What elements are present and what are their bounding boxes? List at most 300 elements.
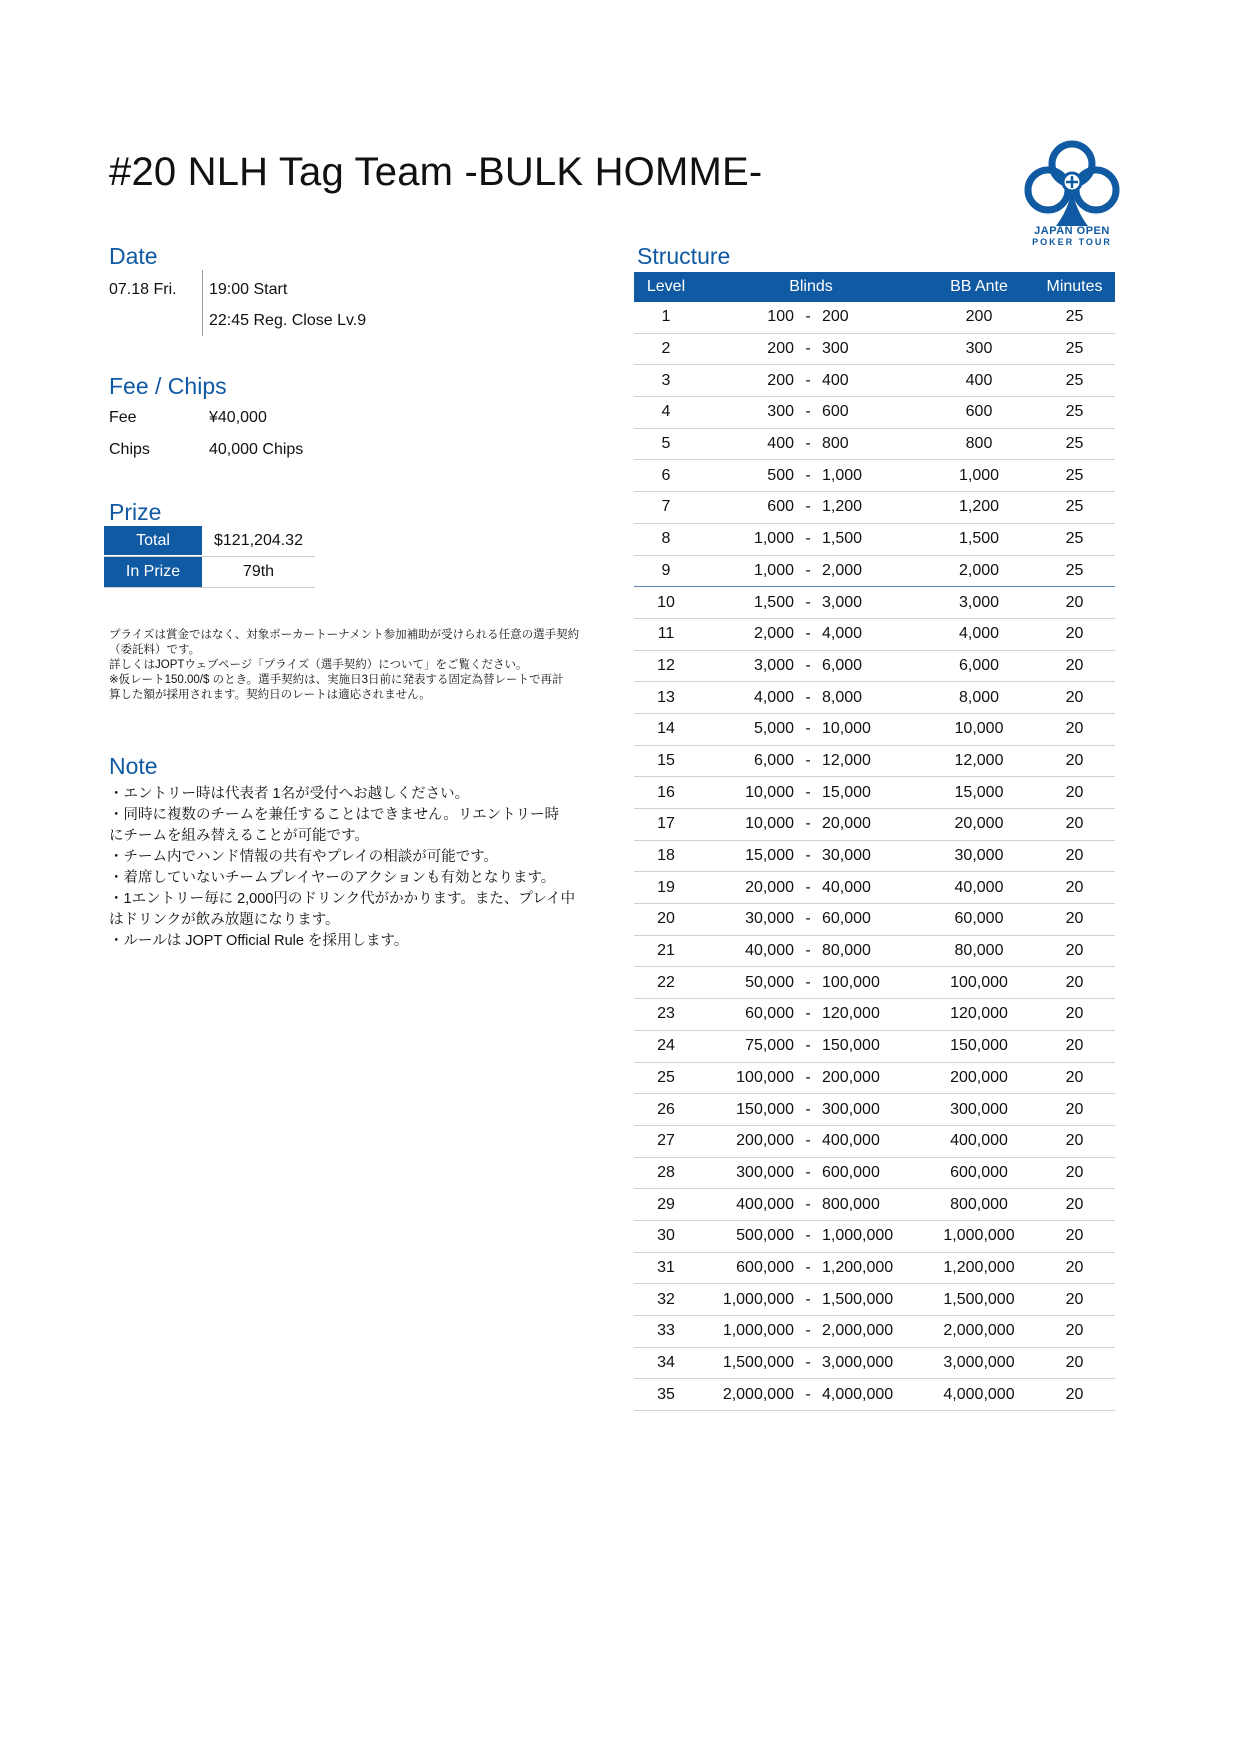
ante-cell: 4,000,000 xyxy=(943,1385,1015,1403)
structure-row xyxy=(634,334,1115,366)
structure-row xyxy=(634,1126,1115,1158)
structure-table xyxy=(634,272,1115,1411)
level-cell: 34 xyxy=(657,1354,675,1372)
blinds-separator: - xyxy=(805,1290,811,1308)
minutes-cell: 25 xyxy=(1065,371,1084,389)
prize-row-total xyxy=(104,526,315,557)
blinds-cell xyxy=(698,530,924,548)
level-cell: 7 xyxy=(661,498,671,516)
level-cell: 35 xyxy=(657,1385,675,1403)
level-cell: 30 xyxy=(657,1227,675,1245)
blinds-separator: - xyxy=(805,1163,811,1181)
structure-row xyxy=(634,651,1115,683)
level-cell: 15 xyxy=(657,751,675,769)
blinds-separator: - xyxy=(805,561,811,579)
structure-row xyxy=(634,967,1115,999)
blinds-cell xyxy=(698,720,924,738)
level-cell: 26 xyxy=(657,1100,675,1118)
structure-heading: Structure xyxy=(637,243,731,269)
note-line: ・エントリー時は代表者 1名が受付へお越しください。 xyxy=(109,786,470,802)
fee-label: Fee xyxy=(109,409,137,426)
level-cell: 10 xyxy=(657,593,675,611)
big-blind: 600 xyxy=(822,403,849,421)
small-blind: 100,000 xyxy=(736,1068,794,1086)
blinds-separator: - xyxy=(805,720,811,738)
ante-cell: 12,000 xyxy=(954,751,1004,769)
prize-disclaimer xyxy=(109,628,589,703)
big-blind: 8,000 xyxy=(822,688,863,706)
blinds-cell xyxy=(698,625,924,643)
small-blind: 200 xyxy=(767,340,794,358)
level-cell: 14 xyxy=(657,720,675,738)
big-blind: 300 xyxy=(822,340,849,358)
small-blind: 1,500,000 xyxy=(722,1354,794,1372)
ante-cell: 60,000 xyxy=(954,910,1004,928)
blinds-separator: - xyxy=(805,783,811,801)
blinds-cell xyxy=(698,974,924,992)
small-blind: 10,000 xyxy=(745,783,794,801)
chips-value: 40,000 Chips xyxy=(209,441,304,458)
blinds-separator: - xyxy=(805,1068,811,1086)
col-blinds-label: Blinds xyxy=(789,278,833,295)
prize-row-in-prize xyxy=(104,557,315,588)
big-blind: 20,000 xyxy=(822,815,871,833)
structure-row xyxy=(634,556,1115,588)
big-blind: 10,000 xyxy=(822,720,871,738)
big-blind: 30,000 xyxy=(822,847,871,865)
blinds-cell xyxy=(698,657,924,675)
big-blind: 1,500,000 xyxy=(822,1290,894,1308)
small-blind: 20,000 xyxy=(745,878,794,896)
big-blind: 60,000 xyxy=(822,910,871,928)
disclaimer-line: （委託料）です。 xyxy=(109,644,201,656)
big-blind: 15,000 xyxy=(822,783,871,801)
structure-row xyxy=(634,302,1115,334)
minutes-cell: 25 xyxy=(1065,466,1084,484)
blinds-separator: - xyxy=(805,498,811,516)
ante-cell: 30,000 xyxy=(954,847,1004,865)
prize-total-label: Total xyxy=(104,526,202,556)
ante-cell: 4,000 xyxy=(958,625,1000,643)
col-level-header: Level xyxy=(646,278,686,295)
level-cell: 1 xyxy=(661,308,671,326)
blinds-separator: - xyxy=(805,466,811,484)
structure-row xyxy=(634,1158,1115,1190)
blinds-cell xyxy=(698,1101,924,1119)
note-heading: Note xyxy=(109,753,158,779)
structure-row xyxy=(634,1031,1115,1063)
blinds-cell xyxy=(698,1005,924,1023)
level-cell: 27 xyxy=(657,1132,675,1150)
small-blind: 200,000 xyxy=(736,1132,794,1150)
blinds-separator: - xyxy=(805,1258,811,1276)
ante-cell: 8,000 xyxy=(958,688,1000,706)
ante-cell: 600,000 xyxy=(950,1163,1008,1181)
blinds-separator: - xyxy=(805,1100,811,1118)
blinds-cell xyxy=(698,847,924,865)
ante-cell: 800 xyxy=(965,435,993,453)
note-line: ・同時に複数のチームを兼任することはできません。リエントリー時 xyxy=(109,807,560,823)
blinds-separator: - xyxy=(805,1195,811,1213)
structure-body xyxy=(634,302,1115,1411)
ante-cell: 200,000 xyxy=(950,1068,1008,1086)
fee-heading: Fee / Chips xyxy=(109,373,227,399)
level-cell: 4 xyxy=(661,403,671,421)
structure-row xyxy=(634,1189,1115,1221)
small-blind: 1,000 xyxy=(753,561,794,579)
big-blind: 80,000 xyxy=(822,942,871,960)
prize-table xyxy=(104,526,315,588)
logo-line-2: POKER TOUR xyxy=(1032,237,1112,247)
structure-row xyxy=(634,1284,1115,1316)
small-blind: 1,000 xyxy=(753,530,794,548)
prize-total-value: $121,204.32 xyxy=(214,532,303,549)
ante-cell: 1,000 xyxy=(958,466,1000,484)
level-cell: 6 xyxy=(661,466,671,484)
level-cell: 32 xyxy=(657,1290,675,1308)
structure-row xyxy=(634,460,1115,492)
blinds-cell xyxy=(698,467,924,485)
ante-cell: 400,000 xyxy=(950,1132,1008,1150)
small-blind: 50,000 xyxy=(745,973,794,991)
big-blind: 1,200,000 xyxy=(822,1258,894,1276)
level-cell: 9 xyxy=(661,561,671,579)
big-blind: 800 xyxy=(822,435,849,453)
disclaimer-line: ※仮レート150.00/$ のとき。選手契約は、実施日3日前に発表する固定為替レートで再計 xyxy=(109,674,564,686)
blinds-cell xyxy=(698,689,924,707)
ante-cell: 300,000 xyxy=(950,1100,1008,1118)
blinds-cell xyxy=(698,562,924,580)
minutes-cell: 25 xyxy=(1065,561,1084,579)
disclaimer-line: プライズは賞金ではなく、対象ポーカートーナメント参加補助が受けられる任意の選手契約 xyxy=(109,629,580,641)
big-blind: 3,000,000 xyxy=(822,1354,894,1372)
note-line: ・1エントリー毎に 2,000円のドリンク代がかかります。また、プレイ中 xyxy=(109,891,576,907)
small-blind: 600,000 xyxy=(736,1258,794,1276)
blinds-separator: - xyxy=(805,1385,811,1403)
minutes-cell: 20 xyxy=(1065,1163,1084,1181)
logo-wordmark xyxy=(1012,226,1132,248)
structure-row xyxy=(634,746,1115,778)
blinds-separator: - xyxy=(805,308,811,326)
small-blind: 3,000 xyxy=(753,656,794,674)
minutes-cell: 20 xyxy=(1065,1068,1084,1086)
big-blind: 3,000 xyxy=(822,593,863,611)
minutes-cell: 20 xyxy=(1065,625,1084,643)
structure-row xyxy=(634,397,1115,429)
big-blind: 150,000 xyxy=(822,1037,880,1055)
level-cell: 29 xyxy=(657,1195,675,1213)
note-line: はドリンクが飲み放題になります。 xyxy=(109,912,340,928)
blinds-cell xyxy=(698,1069,924,1087)
ante-cell: 300 xyxy=(965,340,993,358)
big-blind: 120,000 xyxy=(822,1005,880,1023)
minutes-cell: 20 xyxy=(1065,783,1084,801)
date-start: 19:00 Start xyxy=(209,281,288,298)
minutes-cell: 20 xyxy=(1065,1132,1084,1150)
ante-cell: 400 xyxy=(965,371,993,389)
minutes-cell: 20 xyxy=(1065,1037,1084,1055)
minutes-cell: 20 xyxy=(1065,720,1084,738)
big-blind: 6,000 xyxy=(822,656,863,674)
blinds-separator: - xyxy=(805,942,811,960)
ante-cell: 1,500 xyxy=(958,530,1000,548)
blinds-cell xyxy=(698,1132,924,1150)
blinds-separator: - xyxy=(805,847,811,865)
blinds-separator: - xyxy=(805,403,811,421)
note-line: ・着席していないチームプレイヤーのアクションも有効となります。 xyxy=(109,870,556,886)
small-blind: 200 xyxy=(767,371,794,389)
blinds-separator: - xyxy=(805,435,811,453)
level-cell: 18 xyxy=(657,847,675,865)
small-blind: 400,000 xyxy=(736,1195,794,1213)
big-blind: 12,000 xyxy=(822,751,871,769)
ante-cell: 80,000 xyxy=(954,942,1004,960)
blinds-separator: - xyxy=(805,973,811,991)
big-blind: 300,000 xyxy=(822,1100,880,1118)
ante-cell: 100,000 xyxy=(950,973,1008,991)
minutes-cell: 20 xyxy=(1065,1227,1084,1245)
minutes-cell: 25 xyxy=(1065,340,1084,358)
blinds-cell xyxy=(698,910,924,928)
level-cell: 33 xyxy=(657,1322,675,1340)
blinds-separator: - xyxy=(805,1005,811,1023)
structure-header-row xyxy=(634,272,1115,302)
small-blind: 5,000 xyxy=(753,720,794,738)
ante-cell: 200 xyxy=(965,308,993,326)
small-blind: 1,000,000 xyxy=(722,1322,794,1340)
big-blind: 1,200 xyxy=(822,498,863,516)
blinds-cell xyxy=(698,784,924,802)
ante-cell: 3,000,000 xyxy=(943,1354,1015,1372)
level-cell: 11 xyxy=(657,625,675,643)
minutes-cell: 25 xyxy=(1065,435,1084,453)
ante-cell: 600 xyxy=(965,403,993,421)
prize-in-prize-value: 79th xyxy=(242,563,275,580)
ante-cell: 1,200,000 xyxy=(943,1258,1015,1276)
blinds-separator: - xyxy=(805,878,811,896)
small-blind: 4,000 xyxy=(753,688,794,706)
level-cell: 17 xyxy=(657,815,675,833)
blinds-separator: - xyxy=(805,656,811,674)
structure-row xyxy=(634,619,1115,651)
big-blind: 1,000 xyxy=(822,466,863,484)
minutes-cell: 20 xyxy=(1065,847,1084,865)
blinds-separator: - xyxy=(805,1322,811,1340)
blinds-cell xyxy=(698,340,924,358)
big-blind: 1,000,000 xyxy=(822,1227,894,1245)
small-blind: 100 xyxy=(767,308,794,326)
blinds-separator: - xyxy=(805,815,811,833)
blinds-separator: - xyxy=(805,625,811,643)
structure-row xyxy=(634,492,1115,524)
minutes-cell: 25 xyxy=(1065,403,1084,421)
structure-row xyxy=(634,1348,1115,1380)
level-cell: 22 xyxy=(657,973,675,991)
small-blind: 150,000 xyxy=(736,1100,794,1118)
ante-cell: 3,000 xyxy=(958,593,1000,611)
blinds-separator: - xyxy=(805,1227,811,1245)
structure-row xyxy=(634,365,1115,397)
minutes-cell: 25 xyxy=(1065,530,1084,548)
minutes-cell: 20 xyxy=(1065,815,1084,833)
minutes-cell: 20 xyxy=(1065,751,1084,769)
minutes-cell: 20 xyxy=(1065,688,1084,706)
blinds-cell xyxy=(698,498,924,516)
blinds-separator: - xyxy=(805,1132,811,1150)
minutes-cell: 20 xyxy=(1065,1354,1084,1372)
blinds-cell xyxy=(698,879,924,897)
big-blind: 600,000 xyxy=(822,1163,880,1181)
level-cell: 2 xyxy=(661,340,671,358)
small-blind: 1,500 xyxy=(753,593,794,611)
blinds-separator: - xyxy=(805,751,811,769)
small-blind: 2,000,000 xyxy=(722,1385,794,1403)
blinds-separator: - xyxy=(805,593,811,611)
level-cell: 13 xyxy=(657,688,675,706)
level-cell: 25 xyxy=(657,1068,675,1086)
note-line: ・ルールは JOPT Official Rule を採用します。 xyxy=(109,933,409,949)
blinds-cell xyxy=(698,1259,924,1277)
blinds-separator: - xyxy=(805,371,811,389)
structure-row xyxy=(634,841,1115,873)
ante-cell: 150,000 xyxy=(950,1037,1008,1055)
minutes-cell: 20 xyxy=(1065,1258,1084,1276)
ante-cell: 1,000,000 xyxy=(943,1227,1015,1245)
structure-row xyxy=(634,429,1115,461)
date-heading: Date xyxy=(109,243,158,269)
structure-row xyxy=(634,714,1115,746)
level-cell: 5 xyxy=(661,435,671,453)
structure-row xyxy=(634,1253,1115,1285)
structure-row xyxy=(634,1094,1115,1126)
big-blind: 1,500 xyxy=(822,530,863,548)
blinds-cell xyxy=(698,1037,924,1055)
minutes-cell: 20 xyxy=(1065,1290,1084,1308)
blinds-cell xyxy=(698,403,924,421)
level-cell: 21 xyxy=(657,942,675,960)
minutes-cell: 20 xyxy=(1065,910,1084,928)
minutes-cell: 20 xyxy=(1065,593,1084,611)
blinds-cell xyxy=(698,1354,924,1372)
blinds-cell xyxy=(698,594,924,612)
blinds-separator: - xyxy=(805,530,811,548)
blinds-cell xyxy=(698,1386,924,1404)
minutes-cell: 20 xyxy=(1065,1100,1084,1118)
structure-row xyxy=(634,1221,1115,1253)
blinds-cell xyxy=(698,1322,924,1340)
minutes-cell: 20 xyxy=(1065,1322,1084,1340)
level-cell: 3 xyxy=(661,371,671,389)
blinds-cell xyxy=(698,942,924,960)
date-reg-close: 22:45 Reg. Close Lv.9 xyxy=(209,312,367,329)
level-cell: 23 xyxy=(657,1005,675,1023)
level-cell: 12 xyxy=(657,656,675,674)
minutes-cell: 25 xyxy=(1065,498,1084,516)
big-blind: 4,000 xyxy=(822,625,863,643)
ante-cell: 20,000 xyxy=(954,815,1004,833)
small-blind: 500 xyxy=(767,466,794,484)
big-blind: 400 xyxy=(822,371,849,389)
col-minutes-header: Minutes xyxy=(1046,278,1103,295)
blinds-cell xyxy=(698,372,924,390)
disclaimer-line: 算した額が採用されます。契約日のレートは適応されません。 xyxy=(109,689,431,701)
structure-row xyxy=(634,1316,1115,1348)
minutes-cell: 20 xyxy=(1065,878,1084,896)
disclaimer-line: 詳しくはJOPTウェブページ「プライズ（選手契約）について」をご覧ください。 xyxy=(109,659,528,671)
date-divider xyxy=(202,270,203,336)
blinds-cell xyxy=(698,308,924,326)
big-blind: 2,000,000 xyxy=(822,1322,894,1340)
prize-in-prize-label: In Prize xyxy=(104,557,202,587)
page-title: #20 NLH Tag Team -BULK HOMME- xyxy=(109,150,763,194)
level-cell: 20 xyxy=(657,910,675,928)
small-blind: 2,000 xyxy=(753,625,794,643)
small-blind: 600 xyxy=(767,498,794,516)
logo-line-1: JAPAN OPEN xyxy=(1034,225,1110,237)
structure-row xyxy=(634,1379,1115,1411)
col-ante-header: BB Ante xyxy=(950,278,1008,295)
minutes-cell: 20 xyxy=(1065,973,1084,991)
blinds-cell xyxy=(698,752,924,770)
small-blind: 10,000 xyxy=(745,815,794,833)
fee-value: ¥40,000 xyxy=(209,409,267,426)
small-blind: 6,000 xyxy=(753,751,794,769)
structure-row xyxy=(634,1063,1115,1095)
minutes-cell: 20 xyxy=(1065,1385,1084,1403)
col-blinds-header xyxy=(698,278,924,296)
small-blind: 1,000,000 xyxy=(722,1290,794,1308)
ante-cell: 10,000 xyxy=(954,720,1004,738)
structure-row xyxy=(634,936,1115,968)
small-blind: 300 xyxy=(767,403,794,421)
blinds-cell xyxy=(698,1291,924,1309)
chips-label: Chips xyxy=(109,441,150,458)
big-blind: 2,000 xyxy=(822,561,863,579)
note-list xyxy=(109,784,589,952)
note-line: ・チーム内でハンド情報の共有やプレイの相談が可能です。 xyxy=(109,849,499,865)
ante-cell: 2,000,000 xyxy=(943,1322,1015,1340)
level-cell: 24 xyxy=(657,1037,675,1055)
blinds-cell xyxy=(698,1164,924,1182)
structure-row xyxy=(634,809,1115,841)
structure-row xyxy=(634,904,1115,936)
big-blind: 4,000,000 xyxy=(822,1385,894,1403)
blinds-separator: - xyxy=(805,1037,811,1055)
level-cell: 16 xyxy=(657,783,675,801)
big-blind: 800,000 xyxy=(822,1195,880,1213)
minutes-cell: 20 xyxy=(1065,942,1084,960)
big-blind: 200 xyxy=(822,308,849,326)
blinds-separator: - xyxy=(805,340,811,358)
big-blind: 200,000 xyxy=(822,1068,880,1086)
level-cell: 31 xyxy=(657,1258,675,1276)
ante-cell: 120,000 xyxy=(950,1005,1008,1023)
big-blind: 400,000 xyxy=(822,1132,880,1150)
small-blind: 15,000 xyxy=(745,847,794,865)
blinds-cell xyxy=(698,1196,924,1214)
small-blind: 40,000 xyxy=(745,942,794,960)
small-blind: 300,000 xyxy=(736,1163,794,1181)
ante-cell: 15,000 xyxy=(954,783,1004,801)
blinds-separator: - xyxy=(805,688,811,706)
level-cell: 19 xyxy=(657,878,675,896)
blinds-separator: - xyxy=(805,1354,811,1372)
note-line: にチームを組み替えることが可能です。 xyxy=(109,828,369,844)
structure-row xyxy=(634,587,1115,619)
small-blind: 30,000 xyxy=(745,910,794,928)
structure-row xyxy=(634,872,1115,904)
structure-row xyxy=(634,524,1115,556)
